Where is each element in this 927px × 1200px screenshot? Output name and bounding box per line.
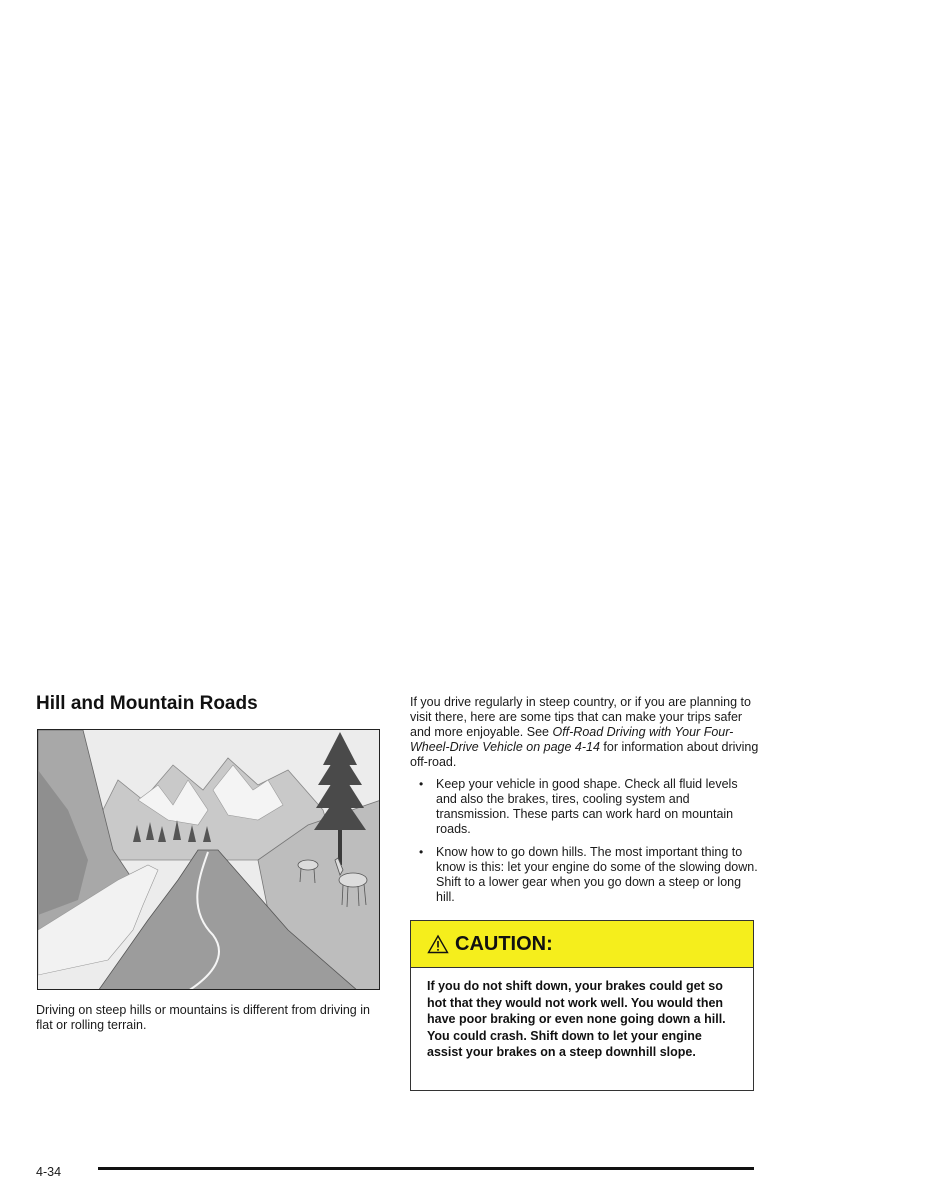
bullet-marker: • [419, 777, 424, 791]
mountain-road-illustration [37, 729, 380, 990]
caution-title: CAUTION: [455, 932, 553, 955]
list-item [410, 845, 760, 905]
caution-box [410, 920, 754, 1091]
intro-text-after: for information about driving off-road. [410, 740, 759, 769]
caution-body: If you do not shift down, your brakes could get so hot that they would not work well. You would then have poor braking or even none going down a hill. You could crash. Shift down to let your engine assist your brakes on a steep downhill slope. [427, 979, 726, 1059]
intro-paragraph [410, 695, 760, 770]
list-item-text: Know how to go down hills. The most important thing to know is this: let your engine do some of the slowing down. Shift to a lower gear when you go down a steep or long hill. [436, 845, 758, 904]
list-item [410, 777, 760, 837]
warning-triangle-icon [427, 934, 449, 954]
bullet-marker: • [419, 845, 424, 859]
figure-caption: Driving on steep hills or mountains is different from driving in flat or rolling terrain. [36, 1003, 370, 1032]
caution-header [411, 921, 753, 968]
tips-list [410, 777, 760, 913]
section-heading: Hill and Mountain Roads [36, 693, 258, 714]
list-item-text: Keep your vehicle in good shape. Check all fluid levels and also the brakes, tires, cooling system and transmission. These parts can work hard on mountain roads. [436, 777, 738, 836]
cross-reference-link[interactable]: Off-Road Driving with Your Four-Wheel-Drive Vehicle on page 4-14 [410, 725, 734, 754]
page-number: 4-34 [36, 1165, 62, 1179]
intro-text-before: If you drive regularly in steep country, or if you are planning to visit there, here are some tips that can make your trips safer and more enjoyable. See [410, 695, 751, 739]
footer-rule [98, 1167, 754, 1170]
